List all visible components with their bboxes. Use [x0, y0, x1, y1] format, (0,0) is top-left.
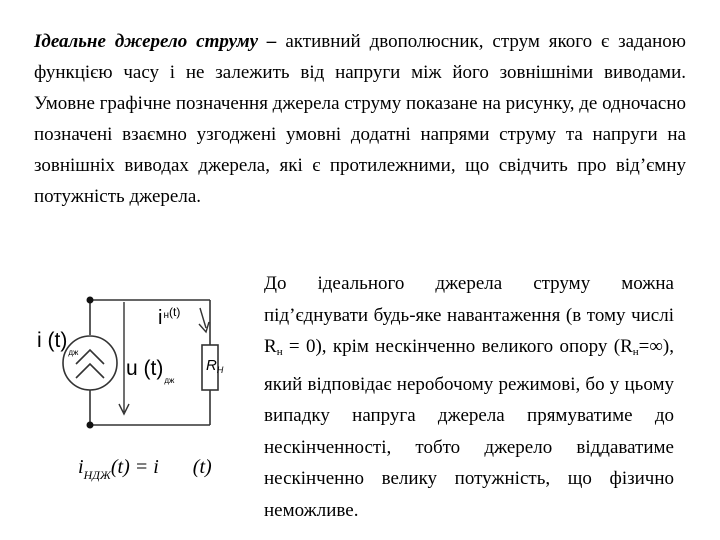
defined-term: Ідеальне джерело струму –: [34, 31, 277, 52]
definition-paragraph: [34, 26, 686, 212]
definition-text: активний двополюсник, струм якого є заданою функцією часу і не залежить від напруги між його зовнішніми виводами. Умовне графічне позначення джерела струму показане на рисунку, де одночасно позначені взаємно узгоджені умовні додатні напрями струму та напруги на зовнішніх виводах джерела, які є протилежними, що свідчить про від’ємну потужність джерела.: [34, 31, 686, 207]
load-current-label: $i^{н(t)}$: [158, 305, 181, 329]
load-paragraph: До ідеального джерела струму можна під’єднувати будь-яке навантаження (в тому числі $R_н = 0$), крім нескінченно великого опору $(R_н=\infty)$, який відповідає неробочому режимові, бо у цьому випадку напруга джерела прямуватиме до нескінченності, тобто джерело віддаватиме нескінченно велику потужність, що фізично неможливе.: [264, 273, 674, 521]
source-voltage-label: u $(t)_{дж}$: [126, 357, 175, 385]
top-terminal: [87, 297, 94, 304]
current-equation: $i_{НДЖ}(t) = i$ (t): [78, 456, 212, 482]
source-current-label: i $(t)_{дж}$: [37, 329, 79, 357]
resistor-label: $R_Н$: [206, 357, 224, 375]
bottom-terminal: [87, 422, 94, 429]
load-current-arrow: [200, 308, 206, 328]
